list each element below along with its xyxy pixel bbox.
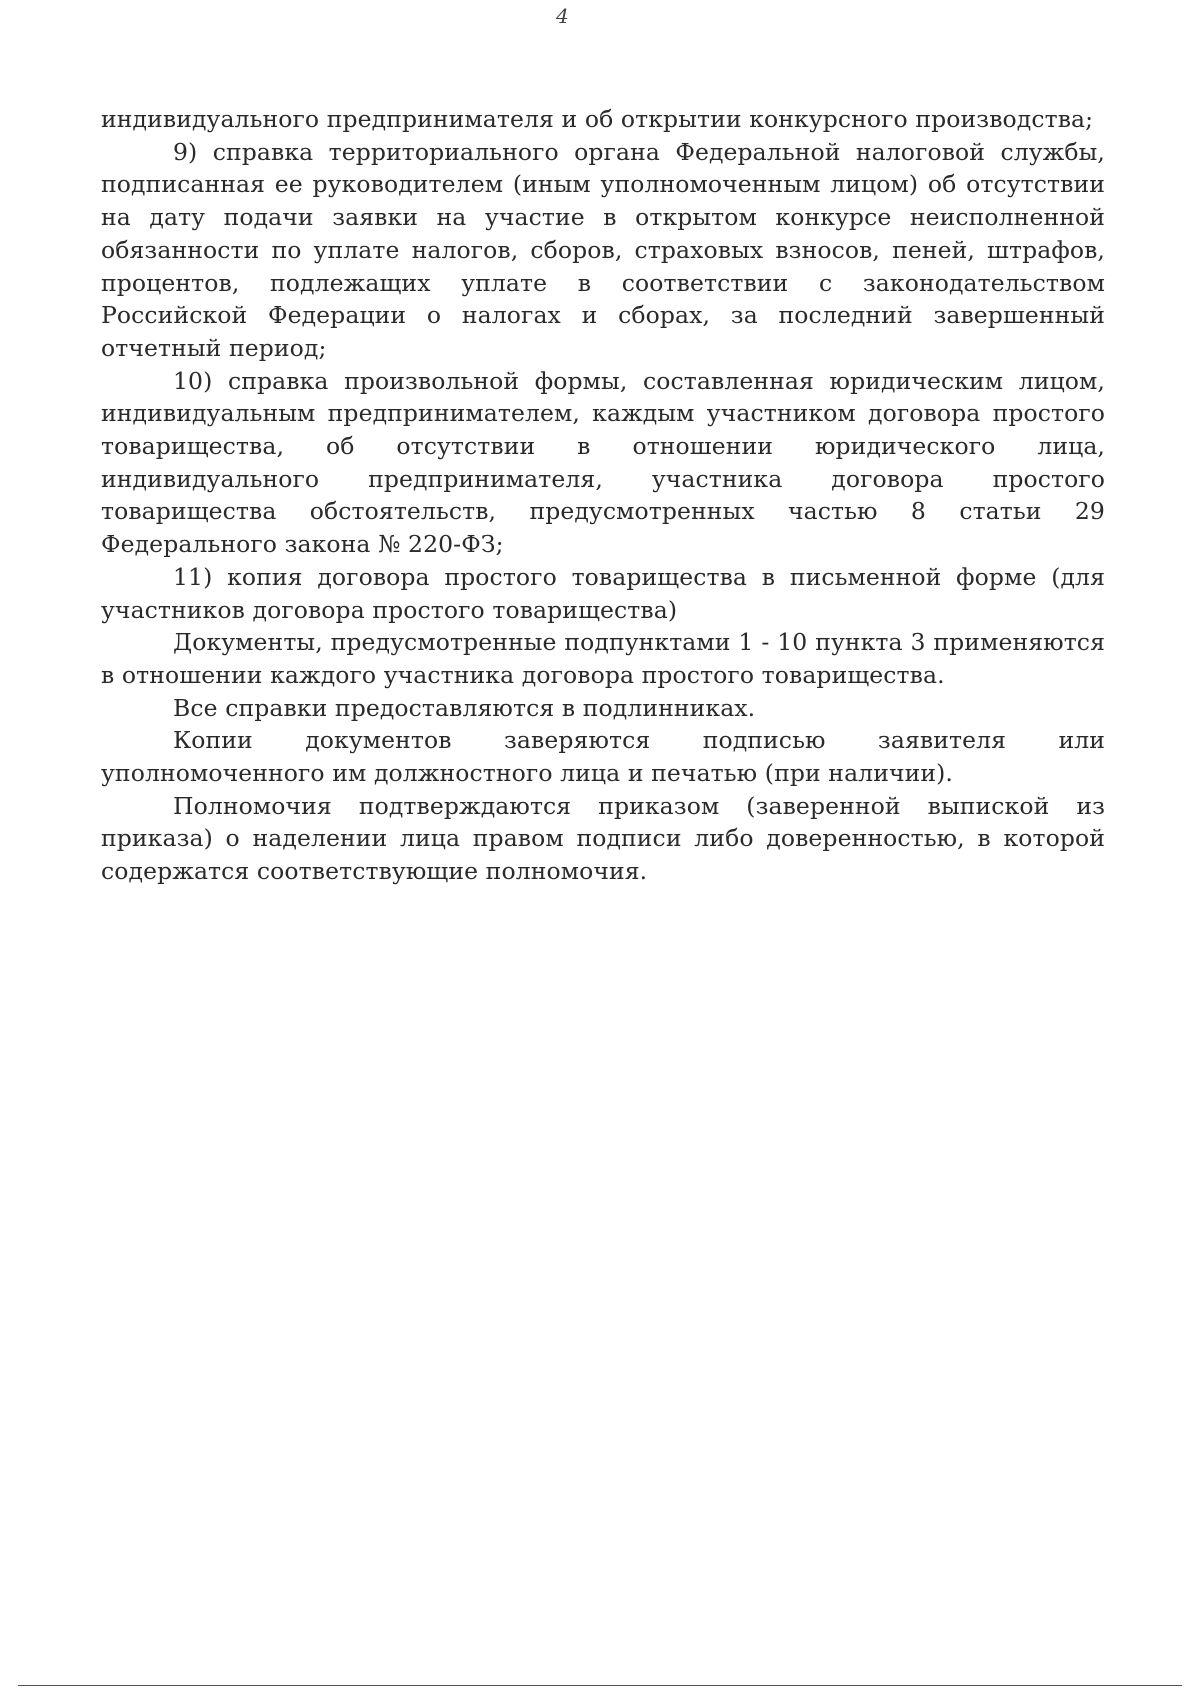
paragraph-documents-note: Документы, предусмотренные подпунктами 1 - 10 пункта 3 применяются в отношении каждого участника договора простого товарищества.: [101, 628, 1105, 689]
paragraph-continuation: индивидуального предпринимателя и об открытии конкурсного производства;: [101, 105, 1094, 133]
document-body: [101, 103, 1105, 888]
paragraph-item-10: 10) справка произвольной формы, составленная юридическим лицом, индивидуальным предпринимателем, каждым участником договора простого товарищества, об отсутствии в отношении юридического лица, индивидуального предпринимателя, участника договора простого товарищества обстоятельств, предусмотренных частью 8 статьи 29 Федерального закона № 220-ФЗ;: [101, 366, 1105, 559]
page-number-mark: 4: [556, 4, 569, 28]
paragraph-originals-note: Все справки предоставляются в подлинниках.: [173, 693, 756, 722]
paragraph-item-9: 9) справка территориального органа Федеральной налоговой службы, подписанная ее руководителем (иным уполномоченным лицом) об отсутствии на дату подачи заявки на участие в открытом конкурсе неисполненной обязанности по уплате налогов, сборов, страховых взносов, пеней, штрафов, процентов, подлежащих уплате в соответствии с законодательством Российской Федерации о налогах и сборах, за последний завершенный отчетный период;: [101, 137, 1105, 362]
paragraph-item-11: 11) копия договора простого товарищества в письменной форме (для участников договора простого товарищества): [101, 562, 1105, 624]
paragraph-authority-note: Полномочия подтверждаются приказом (заверенной выпиской из приказа) о наделении лица правом подписи либо доверенностью, в которой содержатся соответствующие полномочия.: [101, 791, 1105, 886]
paragraph-copies-note: Копии документов заверяются подписью заявителя или уполномоченного им должностного лица и печатью (при наличии).: [101, 726, 1105, 788]
page-bottom-edge-line: [18, 1685, 1182, 1686]
